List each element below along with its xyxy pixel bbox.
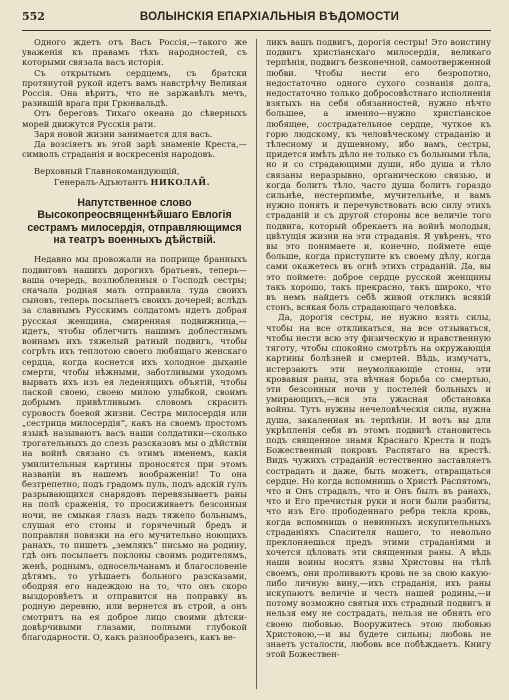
- left-column: [22, 37, 247, 697]
- right-column: [266, 37, 491, 697]
- sermon-paragraph: Да, дорогія сестры, не нужно взять силы, чтобы на все откликаться, на все отзываться, чтобы нести всю эту физическую и нравственную тяготу, чтобы спокойно смотрѣть на окружающія картины болѣзней и смертей. Вѣдь, измучатъ, истерзаютъ эти неумолкающіе стоны, эти кровавыя раны, эта вѣчная борьба со смертью, эти безсонныя ночи у постелей больныхъ и умирающихъ,—вся эта ужасная обстановка войны. Тутъ нужны нечеловѣческія силы, нужна душа, закаленная въ терпѣніи. И вотъ вы для укрѣпленія себя въ этомъ подвигѣ становитесь подъ священное знамя Краснаго Креста и подъ Божественный покровъ Распятаго на крестѣ. Видъ чужихъ страданій естественно заставляетъ сострадать и даже, быть можетъ, отвращаться сердце. Но когда вспомнишь о Христѣ Распятомъ, что и Онъ страдалъ, что и Онъ былъ въ ранахъ, что и Его пречистыя руки и ноги были разбиты, что изъ Его прободеннаго ребра текла кровь, когда вспомнишь о невинныхъ искупительныхъ страданіяхъ Спасителя нашего, то невольно преклоняешься предъ этими страданіями и хочется цѣловать эти священныя раны. А вѣдь наши воины носятъ язвы Христовы на тѣлѣ своемъ, они проливаютъ кровь не за свою какую-либо личную вину,—ихъ страданія, ихъ раны искупаютъ величіе и честь нашей родины,—и потому возможно святыя ихъ страдный подвигъ и нельзя ему не сострадать, нельзя не обнять его своею любовью. Вооружитесь этою любовью Христовою,—и вы будете сильны; любовь не знаетъ усталости, любовь все побѣждаетъ. Книгу этой Божествен-: [266, 312, 492, 660]
- sermon-paragraph: Недавно мы провожали на поприще бранныхъ подвиговъ нашихъ дорогихъ братьевъ, теперь—ваша очередь, возлюбленныя о Господѣ сестры; сначала родная мать отправила туда своихъ сыновъ, теперь посылаетъ своихъ дочерей; вслѣдъ за славнымъ Русскимъ солдатомъ идетъ добрая русская женщина, смиренная подвижница,—идетъ, чтобы облегчить нашимъ доблестнымъ воинамъ ихъ тяжелый ратный подвигъ, чтобы согрѣть ихъ теплотою своего любящаго женскаго сердца, когда коснется ихъ холодное дыханіе смерти, чтобы нѣжными, заботливыми уходомъ вырвать ихъ изъ ея леденящихъ объятій, чтобы лаской своею, своею милою улыбкой, своимъ добрымъ привѣтливымъ словомъ скрасить суровость боевой жизни. Сестра милосердія или „сестрица милосердія“, какъ на своемъ простомъ языкѣ называютъ васъ наши солдатики—сколько трогательныхъ до слезъ разсказовъ мы о дѣйствіи на войнѣ связано съ этимъ именемъ, какія умилительныя картины проносятся при этомъ названіи въ нашемъ воображеніи! То она безтрепетно, подъ градомъ пуль, подъ адскій гулъ разрывающихся снарядовъ перевязываетъ раны на полѣ сраженія, то просиживаетъ безсонныя ночи, не смыкая глазъ надъ тяжело больнымъ, слушая его стоны и горячечный бредъ и поправляя повязки на его мучительно ноющихъ ранахъ, то пишетъ „землякъ“ письмо на родину, гдѣ онъ посылаетъ поклоны своимъ родителямъ, женѣ, роднымъ, односельчанамъ и благословеніе дѣтямъ, то утѣшаетъ больного разсказами, ободряя его надеждою на то, что онъ скоро выздоровѣетъ и отправится на поправку въ родную деревню, или вернется въ строй, а онъ смотритъ на ея доброе лицо своими дѣтски-довѣрчивыми глазами, полными глубокой благодарности. О, какъ разнообразенъ, какъ ве-: [22, 254, 248, 642]
- telegram-paragraph: Отъ береговъ Тихаго океана до сѣверныхъ морей движутся Русскія рати.: [22, 108, 248, 129]
- telegram-paragraph: Одного ждетъ отъ Васъ Россія,—такого же уваженія къ правамъ тѣхъ народностей, съ которыми связала васъ исторія.: [22, 37, 248, 68]
- sermon-paragraph: ликъ вашъ подвигъ, дорогія сестры! Это воистину подвигъ христіанскаго милосердія, великаго терпѣнія, подвигъ безконечной, самоотверженной любви. Чтобы нести его безропотно, недостаточно одного сухого сознанія долга, недостаточно только добросовѣстнаго исполненія взятыхъ на себя обязанностей, нужно нѣчто большее, а именно—нужно христіанское любящее, сострадательное сердце, чуткое къ горю людскому, къ человѣческому страданію и тѣлесному и душевному, ибо вамъ, сестры, придется имѣть дѣло не только съ больными тѣла, но и со страдающими души, ибо душа и тѣло связаны неразрывно, органическою связью, и когда болитъ тѣло, часто душа болитъ гораздо сильнѣе, нестерпимѣе, мучительнѣе, и вамъ нужно понять и перечувствовать всю силу этихъ страданій и съ другой стороны все величіе того подвига, который обрекаетъ на войнѣ молодыя, цвѣтущія жизни на эти страданія. Я увѣренъ, что вы это понимаете и, конечно, поймете еще больше, когда приступите къ своему дѣлу, когда сами окажетесь въ огнѣ этихъ страданій. Да, вы это поймете: доброе сердце русской женщины такъ хорошо, такъ прекрасно, такъ широко, что въ немъ найдетъ себѣ живой откликъ всякій стонъ, всякая боль страдающаго человѣка.: [266, 37, 492, 313]
- telegram-paragraph: Съ открытымъ сердцемъ, съ братски протянутой рукой идетъ вамъ навстрѣчу Великая Россія. Она вѣритъ, что не заржавѣлъ мечъ, разившій врага при Грюнвальдѣ.: [22, 67, 248, 109]
- page-number: 552: [22, 10, 45, 23]
- article-heading: Напутственное слово Высокопреосвященнѣйшаго Евлогія сестрамъ милосердія, отправляющимся на театръ военныхъ дѣйствій.: [27, 196, 242, 247]
- text-columns: [22, 37, 491, 697]
- signature-title: Верховный Главнокомандующій,: [34, 166, 180, 177]
- column-divider: [256, 39, 257, 689]
- signature-name: НИКОЛАЙ.: [150, 176, 211, 187]
- running-title: ВОЛЫНСКІЯ ЕПАРХІАЛЬНЫЯ ВѢДОМОСТИ: [139, 11, 400, 23]
- signature-rank-text: Генералъ-Адъютантъ: [54, 176, 148, 187]
- signature-rank: [22, 177, 247, 187]
- telegram-paragraph: Заря новой жизни занимается для васъ.: [34, 128, 213, 139]
- telegram-paragraph: Да возсіяетъ въ этой зарѣ знаменіе Креста,—символъ страданія и воскресенія народовъ.: [22, 139, 248, 160]
- page-header: [22, 10, 491, 31]
